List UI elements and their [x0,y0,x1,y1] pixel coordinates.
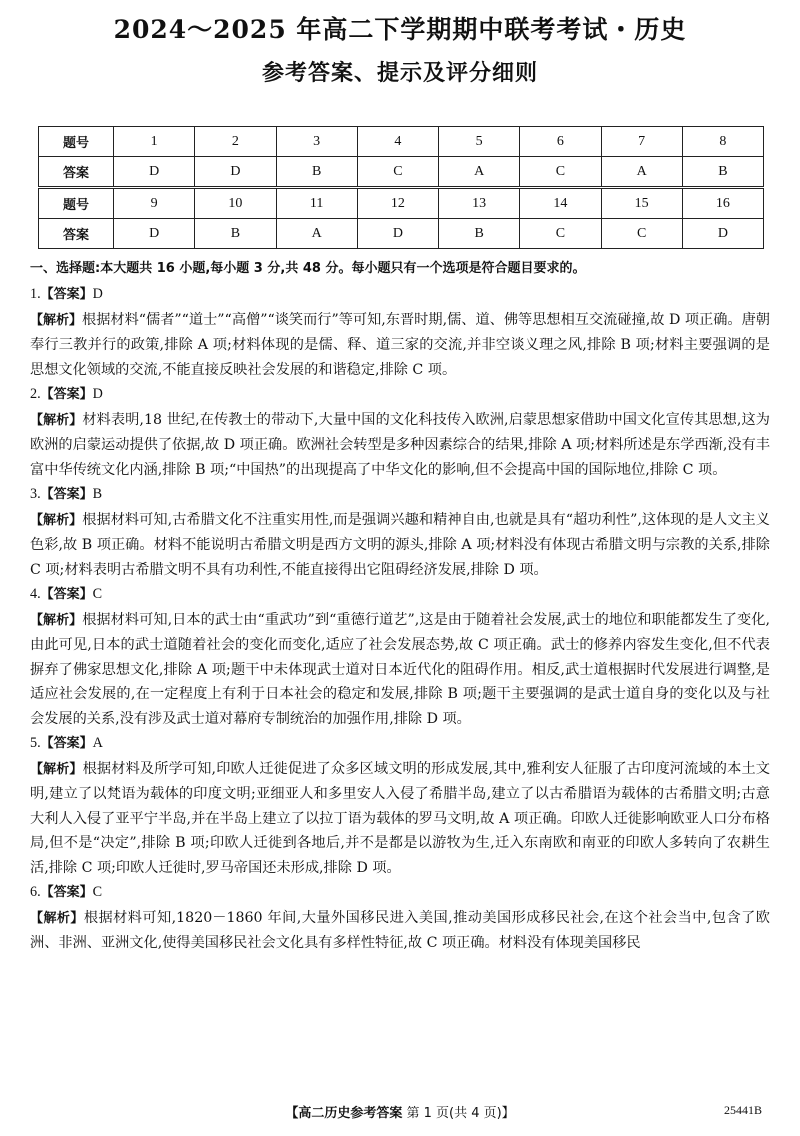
analysis-text: 根据材料可知,古希腊文化不注重实用性,而是强调兴趣和精神自由,也就是具有“超功利性”,这体现的是人文主义色彩,故 B 项正确。材料不能说明古希腊文明是西方文明的源头,排除 A 项;材料没有体现古希腊文明与宗教的关系,排除 C 项;材料表明古希腊文明不具有功利性,不能直接得出它阻碍经济发展,排除 D 项。 [30,511,770,578]
table-cell: A [276,219,357,249]
answer-line [30,731,770,757]
document-subtitle: 参考答案、提示及评分细则 [261,60,538,86]
analysis-text: 根据材料可知,1820－1860 年间,大量外国移民进入美国,推动美国形成移民社会,在这个社会当中,包含了欧洲、非洲、亚洲文化,使得美国移民社会文化具有多样性特征,故 C 项正确。材料没有体现美国移民 [30,909,770,951]
footer-page-number: 第 1 页(共 4 页)】 [406,1106,515,1121]
question-number: 2. [30,386,41,402]
document-code: 25441B [723,1103,762,1117]
question-block [30,382,770,482]
answer-tag: 【答案】 [40,387,93,402]
table-cell: D [682,219,763,249]
table-cell: 11 [276,189,357,219]
analysis-tag: 【解析】 [30,312,83,328]
table-cell: A [601,157,682,187]
table-cell: 13 [439,189,520,219]
table-cell: 16 [682,189,763,219]
question-block [30,482,770,582]
question-number: 1. [30,286,41,302]
table-cell: 4 [357,127,438,157]
table-row [39,219,764,249]
table-cell: B [195,219,276,249]
analysis-paragraph [30,308,770,383]
table-cell: 12 [357,189,438,219]
table-cell: D [357,219,438,249]
table-cell: C [601,219,682,249]
analysis-tag: 【解析】 [30,910,84,926]
section-header: 一、选择题:本大题共 16 小题,每小题 3 分,共 48 分。每小题只有一个选项是符合题目要求的。 [30,261,586,276]
analysis-paragraph [30,906,770,956]
answer-line [30,482,770,508]
answer-letter: A [92,735,103,751]
answer-letter: B [92,486,103,502]
analysis-paragraph [30,408,770,483]
answer-tag: 【答案】 [40,287,93,302]
answer-tag: 【答案】 [40,736,93,751]
table-cell: 1 [114,127,195,157]
table-row [39,127,764,157]
footer-label: 【高二历史参考答案 [285,1106,403,1121]
analysis-paragraph [30,757,770,881]
analysis-text: 根据材料“儒者”“道士”“高僧”“谈笑而行”等可知,东晋时期,儒、道、佛等思想相互交流碰撞,故 D 项正确。唐朝奉行三教并行的政策,排除 A 项;材料体现的是儒、释、道三家的交流,并非空谈义理之风,排除 B 项;材料主要强调的是思想文化领域的交流,不能直接反映社会发展的和谐稳定,排除 C 项。 [30,311,770,378]
table-cell: D [114,157,195,187]
question-block [30,582,770,731]
table-cell: 8 [682,127,763,157]
table-cell: 2 [195,127,276,157]
answer-table-top [38,126,764,187]
question-block [30,880,770,956]
analysis-paragraph [30,508,770,583]
answer-table-bottom [38,188,764,249]
question-block [30,731,770,880]
answer-tag: 【答案】 [40,487,93,502]
table-cell: 9 [114,189,195,219]
question-number: 4. [30,586,41,602]
table-cell: 5 [439,127,520,157]
table-cell: 14 [520,189,601,219]
table-cell: C [357,157,438,187]
row-label: 题号 [39,189,114,219]
analysis-tag: 【解析】 [30,761,83,777]
analysis-paragraph [30,608,770,732]
table-cell: C [520,219,601,249]
answer-letter: C [92,586,103,602]
answer-line [30,582,770,608]
table-cell: 3 [276,127,357,157]
analysis-text: 根据材料可知,日本的武士由“重武功”到“重德行道艺”,这是由于随着社会发展,武士的地位和职能都发生了变化,由此可见,日本的武士道随着社会的变化而变化,适应了社会发展态势,故 C 项正确。武士的修养内容发生变化,但不代表摒弃了佛家思想文化,排除 A 项;题干中未体现武士道对日本近代化的阻碍作用。相反,武士道根据时代发展进行调整,是适应社会发展的,在一定程度上有利于日本社会的稳定和发展,排除 B 项;题干主要强调的是武士道自身的变化以及与社会发展的关系,没有涉及武士道对幕府专制统治的加强作用,排除 D 项。 [30,611,770,727]
analysis-text: 材料表明,18 世纪,在传教士的带动下,大量中国的文化科技传入欧洲,启蒙思想家借助中国文化宣传其思想,这为欧洲的启蒙运动提供了依据,故 D 项正确。欧洲社会转型是多种因素综合的结果,排除 A 项;材料所述是东学西渐,没有丰富中华传统文化内涵,排除 B 项;“中国热”的出现提高了中华文化的影响,但不会提高中国的国际地位,排除 C 项。 [30,411,770,478]
table-cell: 10 [195,189,276,219]
answer-letter: C [92,884,103,900]
answer-letter: D [92,386,103,402]
table-cell: 7 [601,127,682,157]
answer-letter: D [92,286,103,302]
answer-explanations [30,282,770,956]
question-number: 6. [30,884,41,900]
question-number: 5. [30,735,41,751]
row-label: 题号 [39,127,114,157]
answer-line [30,282,770,308]
analysis-tag: 【解析】 [30,512,83,528]
analysis-tag: 【解析】 [30,612,83,628]
table-row [39,157,764,187]
table-cell: D [195,157,276,187]
question-block [30,282,770,382]
table-cell: B [682,157,763,187]
document-title: 2024～2025 年高二下学期期中联考考试・历史 [113,15,687,44]
analysis-tag: 【解析】 [30,412,83,428]
table-cell: D [114,219,195,249]
table-cell: C [520,157,601,187]
table-cell: B [276,157,357,187]
table-cell: B [439,219,520,249]
row-label: 答案 [39,157,114,187]
answer-tag: 【答案】 [40,885,93,900]
answer-line [30,382,770,408]
question-number: 3. [30,486,41,502]
table-cell: 15 [601,189,682,219]
row-label: 答案 [39,219,114,249]
page-footer [0,1102,800,1121]
table-cell: 6 [520,127,601,157]
analysis-text: 根据材料及所学可知,印欧人迁徙促进了众多区域文明的形成发展,其中,雅利安人征服了古印度河流域的本土文明,建立了以梵语为载体的印度文明;亚细亚人和多里安人入侵了希腊半岛,建立了以古希腊语为载体的古希腊文明;古意大利人入侵了亚平宁半岛,并在半岛上建立了以拉丁语为载体的罗马文明,故 A 项正确。印欧人迁徙影响欧亚人口分布格局,但不是“决定”,排除 B 项;印欧人迁徙到各地后,并不是都是以游牧为生,迁入东南欧和南亚的印欧人多转向了农耕生活,排除 C 项;印欧人迁徙时,罗马帝国还未形成,排除 D 项。 [30,760,770,876]
table-row [39,189,764,219]
table-cell: A [439,157,520,187]
answer-tag: 【答案】 [40,587,93,602]
answer-line [30,880,770,906]
